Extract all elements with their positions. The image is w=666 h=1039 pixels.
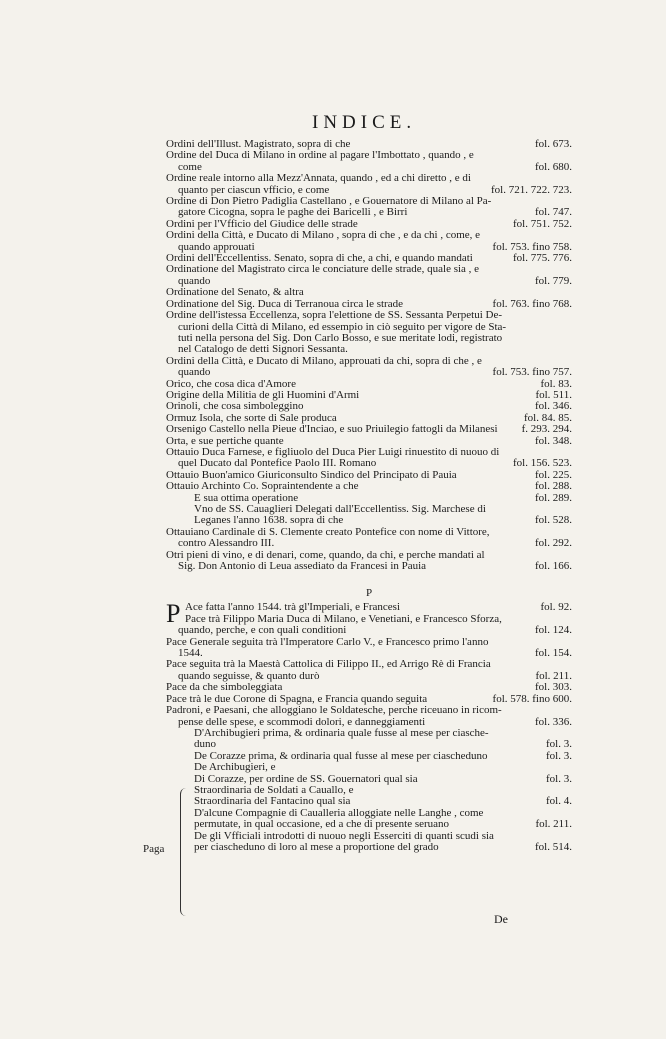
entry-folio: f. 293. 294. [518,424,572,435]
index-entry [166,659,572,670]
entry-text: Ottauiano Cardinale di S. Clemente creato Pontefice con nome di Vittore, [166,526,490,538]
entry-folio: fol. 225. [531,470,572,481]
entry-text: De gli Vfficiali introdotti di nuouo negli Esserciti di quanti scudi sia [194,830,494,842]
index-entry [166,162,572,173]
index-entry [166,493,572,504]
entry-text: Orta, e sue pertiche quante [166,435,284,447]
entry-folio: fol. 751. 752. [509,219,572,230]
index-entry [166,527,572,538]
entry-folio: fol. 514. [531,842,572,853]
index-entry [166,458,572,469]
entry-text: Origine della Militia de gli Huomini d'Armi [166,389,360,401]
entry-folio: fol. 3. [542,739,572,750]
index-entry [166,242,572,253]
entry-folio: fol. 211. [531,819,572,830]
entry-text: D'alcune Compagnie di Caualleria alloggiate nelle Langhe , come [194,807,484,819]
entry-folio: fol. 3. [542,751,572,762]
entry-text: Ordine dell'istessa Eccellenza, sopra l'elettione de SS. Sessanta Perpetui De- [166,310,502,322]
entry-text: Pace Generale seguita trà l'Imperatore Carlo V., e Francesco primo l'anno [166,636,489,648]
index-entry [166,785,572,796]
index-entry [166,728,572,739]
section-p [166,599,572,853]
entry-text: 1544. [178,648,203,660]
entry-text: Straordinaria del Fantacino qual sia [194,796,351,808]
entry-text: Orico, che cosa dica d'Amore [166,378,296,390]
entry-folio: fol. 166. [531,561,572,572]
index-entry [166,287,572,298]
index-entry [166,762,572,773]
entry-folio: fol. 348. [531,436,572,447]
index-entry [166,774,572,785]
index-entry [166,515,572,526]
entry-text: Di Corazze, per ordine de SS. Gouernatori qual sia [194,773,418,785]
entry-folio: fol. 779. [531,276,572,287]
entry-text: De Corazze prima, & ordinaria qual fusse al mese per ciascheduno [194,750,488,762]
index-entry [166,625,572,636]
entry-folio: fol. 292. [531,538,572,549]
index-entry [166,602,572,613]
index-entry [166,614,572,625]
entry-folio: fol. 753. fino 757. [489,367,572,378]
entry-text: Orinoli, che cosa simboleggino [166,401,304,413]
index-entry [166,390,572,401]
entry-text: Ordini della Città, e Ducato di Milano , sopra di che , e da chi , come, e [166,230,481,242]
entry-folio: fol. 747. [531,207,572,218]
entry-text: come [178,161,202,173]
entry-folio: fol. 156. 523. [509,458,572,469]
entry-text: contro Alessandro III. [178,538,275,550]
entry-text: pense delle spese, e scommodi dolori, e danneggiamenti [178,716,426,728]
index-entry [166,682,572,693]
entry-folio: fol. 303. [531,682,572,693]
entry-text: per ciascheduno di loro al mese a proportione del grado [194,841,439,853]
index-entry [166,424,572,435]
entry-text: Ormuz Isola, che sorte di Sale produca [166,412,337,424]
index-entry [166,447,572,458]
entry-text: Ordinatione del Sig. Duca di Terranoua circa le strade [166,298,403,310]
entry-text: Pace trà le due Corone di Spagna, e Francia quando seguita [166,693,428,705]
entry-text: Ordine reale intorno alla Mezz'Annata, quando , ed a chi diretto , e di [166,173,471,185]
entry-text: Sig. Don Antonio di Leua assediato da Francesi in Pauia [178,561,427,573]
index-entry [166,367,572,378]
index-entry [166,637,572,648]
index-entry [166,481,572,492]
entry-text: quando seguisse, & quanto durò [178,670,320,682]
entry-folio: fol. 528. [531,515,572,526]
paga-label: Paga [143,843,165,855]
entry-text: Pace seguita trà la Maestà Cattolica di Filippo II., ed Arrigo Rè di Francia [166,659,491,671]
entry-text: Ordini dell'Illust. Magistrato, sopra di che [166,139,351,150]
entry-text: quando [178,367,211,379]
entry-text: Otri pieni di vino, e di denari, come, quando, da chi, e perche mandati al [166,549,485,561]
entry-text: quel Ducato dal Pontefice Paolo III. Romano [178,458,377,470]
entry-text: Orsenigo Castello nella Pieue d'Inciao, e suo Priuilegio fattogli da Milanesi [166,424,498,436]
index-entry [166,230,572,241]
index-entry [166,173,572,184]
entry-text: tuti nella persona del Sig. Don Carlo Bosso, e sue meritate lodi, registrato [178,332,503,344]
entry-text: Ordini per l'Vfficio del Giudice delle strade [166,218,358,230]
catchword: De [494,912,508,926]
entry-text: Ordini dell'Eccellentiss. Senato, sopra di che, a chi, e quando mandati [166,253,473,265]
entry-folio: fol. 680. [531,162,572,173]
index-entry [166,253,572,264]
entry-text: Ottauio Duca Farnese, e figliuolo del Duca Pier Luigi rinuestito di nuouo di [166,446,500,458]
entry-folio: fol. 211. [531,671,572,682]
entry-folio: fol. 763. fino 768. [489,299,572,310]
entry-text: duno [194,739,216,751]
index-entry [166,751,572,762]
entry-folio: fol. 578. fino 600. [489,694,572,705]
index-entry [166,333,572,344]
entry-text: Ordinatione del Senato, & altra [166,287,304,299]
index-entry [166,538,572,549]
entry-folio: fol. 346. [531,401,572,412]
index-entry [166,356,572,367]
entry-text: Leganes l'anno 1638. sopra di che [194,515,344,527]
index-entry [166,819,572,830]
entry-folio: fol. 288. [531,481,572,492]
entry-text: Straordinaria de Soldati a Cauallo, e [194,784,354,796]
index-entry [166,717,572,728]
entry-text: Ordine di Don Pietro Padiglia Castellano , e Gouernatore di Milano al Pa- [166,196,492,208]
entry-folio: fol. 753. fino 758. [489,242,572,253]
index-entry [166,561,572,572]
entry-text: gatore Cicogna, sopra le paghe dei Baricelli , e Birri [178,207,408,219]
index-entry [166,196,572,207]
entry-text: D'Archibugieri prima, & ordinaria quale fusse al mese per ciasche- [194,727,489,739]
index-entry [166,739,572,750]
entry-folio: fol. 289. [531,493,572,504]
index-entry [166,219,572,230]
index-entry [166,185,572,196]
entry-folio: fol. 336. [531,717,572,728]
entry-text: Pace da che simboleggiata [166,682,283,694]
entry-text: quanto per ciascun vfficio, e come [178,184,330,196]
index-entry [166,470,572,481]
index-entry [166,436,572,447]
index-entry [166,276,572,287]
entry-folio: fol. 124. [531,625,572,636]
section-letter: P [365,587,373,600]
entry-text: curioni della Città di Milano, ed essempio in ciò seguito per vigore de Sta- [178,321,507,333]
index-entry [166,648,572,659]
index-entry [166,842,572,853]
entry-folio: fol. 92. [537,602,572,613]
entry-text: Ottauio Archinto Co. Sopraintendente a che [166,481,359,493]
entry-text: E sua ottima operatione [194,492,299,504]
entry-text: quando, perche, e con quali conditioni [178,625,347,637]
entry-text: Ordine del Duca di Milano in ordine al pagare l'Imbottato , quando , e [166,150,474,162]
index-entry [166,504,572,515]
paga-brace [180,788,189,916]
index-entry [166,550,572,561]
entry-text: Ace fatta l'anno 1544. trà gl'Imperiali, e Francesi [185,602,401,614]
index-entry [166,264,572,275]
index-entry [166,808,572,819]
drop-initial: P [166,599,181,629]
entry-folio: fol. 84. 85. [520,413,572,424]
index-entry [166,207,572,218]
entry-text: nel Catalogo de detti Signori Sessanta. [178,344,348,356]
index-entries [166,139,572,853]
entry-text: quando [178,275,211,287]
index-entry [166,299,572,310]
entry-folio: fol. 3. [542,774,572,785]
entry-text: De Archibugieri, e [194,762,276,774]
entry-folio: fol. 4. [542,796,572,807]
entry-folio: fol. 673. [531,139,572,150]
index-entry [166,322,572,333]
index-entry [166,150,572,161]
entry-text: Vno de SS. Cauaglieri Delegati dall'Eccellentiss. Sig. Marchese di [194,504,486,515]
entry-text: Ordinatione del Magistrato circa le conciature delle strade, quale sia , e [166,264,480,276]
entry-folio: fol. 154. [531,648,572,659]
entry-folio: fol. 721. 722. 723. [487,185,572,196]
index-entry [166,705,572,716]
entry-folio: fol. 83. [537,379,572,390]
entry-text: Padroni, e Paesani, che alloggiano le Soldatesche, perche riceuano in ricom- [166,705,502,717]
entry-text: permutate, in qual occasione, ed a che di presente seruano [194,819,450,831]
index-entry [166,310,572,321]
entry-folio: fol. 511. [531,390,572,401]
index-entry [166,344,572,355]
entry-folio: fol. 775. 776. [509,253,572,264]
index-entry [166,139,572,150]
index-entry [166,379,572,390]
index-entry [166,831,572,842]
entry-text: quando approuati [178,241,255,253]
page-heading: INDICE. [312,112,417,133]
entry-text: Ordini della Città, e Ducato di Milano, approuati da chi, sopra di che , e [166,355,482,367]
index-entry [166,401,572,412]
entry-text: Ottauio Buon'amico Giuriconsulto Sindico del Principato di Pauia [166,469,457,481]
index-entry [166,671,572,682]
index-entry [166,413,572,424]
index-entry [166,796,572,807]
entry-text: Pace trà Filippo Maria Duca di Milano, e Venetiani, e Francesco Sforza, [185,613,502,625]
index-entry [166,694,572,705]
